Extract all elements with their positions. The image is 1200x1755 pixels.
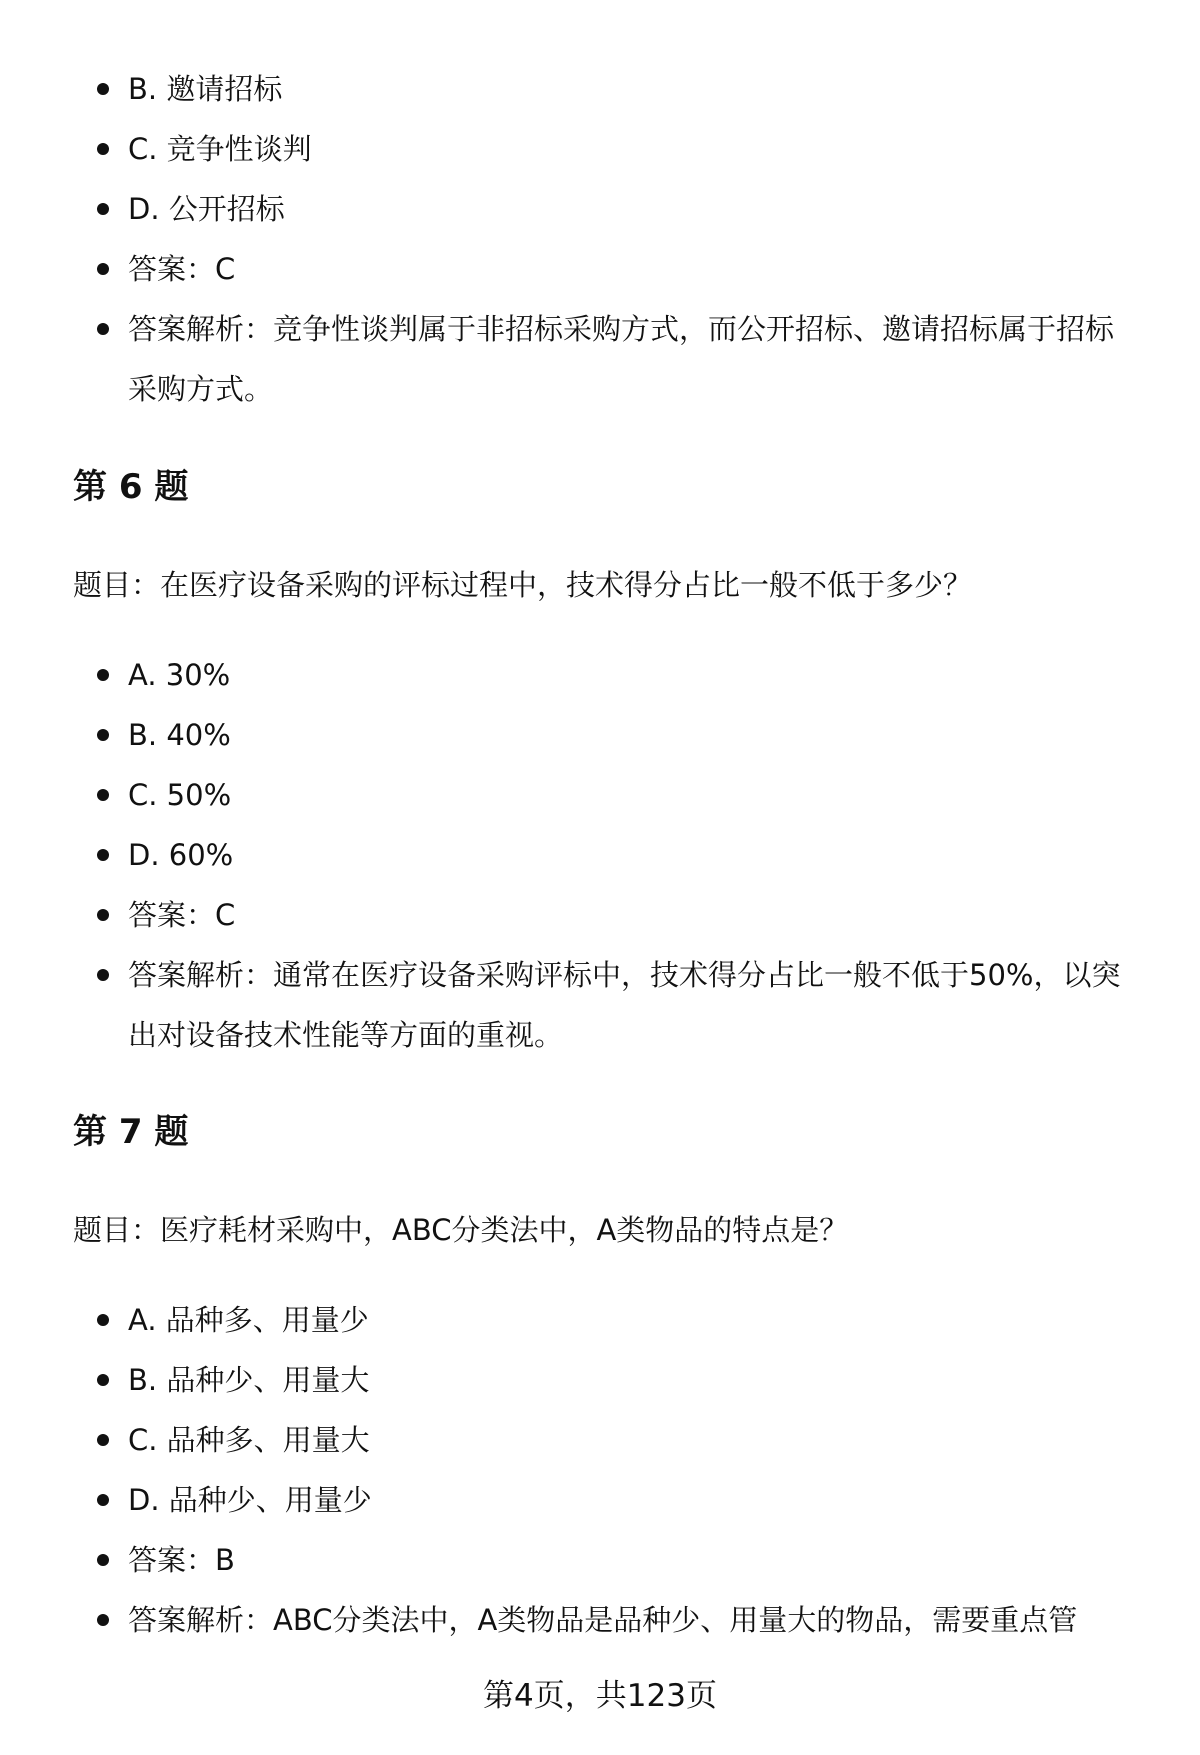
bullet-icon bbox=[97, 143, 109, 155]
bullet-icon bbox=[97, 669, 109, 681]
bullet-icon bbox=[97, 203, 109, 215]
bullet-icon bbox=[97, 83, 109, 95]
bullet-icon bbox=[97, 323, 109, 335]
page-number: 第4页，共123页 bbox=[483, 1678, 717, 1714]
bullet-icon bbox=[97, 729, 109, 741]
answer-explanation: 答案解析：ABC分类法中，A类物品是品种少、用量大的物品，需要重点管 bbox=[0, 1590, 1200, 1650]
question-6-text: 题目：在医疗设备采购的评标过程中，技术得分占比一般不低于多少？ bbox=[73, 568, 973, 602]
q6-option-list bbox=[0, 645, 1200, 1065]
bullet-icon bbox=[97, 969, 109, 981]
option-c: C. 竞争性谈判 bbox=[0, 119, 1200, 179]
q7-option-list bbox=[0, 1290, 1200, 1650]
option-a: A. 30% bbox=[0, 645, 1200, 705]
bullet-icon bbox=[97, 1434, 109, 1446]
option-d: D. 60% bbox=[0, 825, 1200, 885]
question-6-heading: 第 6 题 bbox=[73, 467, 189, 507]
option-c: C. 50% bbox=[0, 765, 1200, 825]
answer-explanation: 答案解析：竞争性谈判属于非招标采购方式，而公开招标、邀请招标属于招标采购方式。 bbox=[0, 299, 1200, 419]
bullet-icon bbox=[97, 1614, 109, 1626]
bullet-icon bbox=[97, 789, 109, 801]
bullet-icon bbox=[97, 1374, 109, 1386]
question-7-heading: 第 7 题 bbox=[73, 1112, 189, 1152]
option-b: B. 邀请招标 bbox=[0, 59, 1200, 119]
option-d: D. 品种少、用量少 bbox=[0, 1470, 1200, 1530]
answer: 答案：B bbox=[0, 1530, 1200, 1590]
option-a: A. 品种多、用量少 bbox=[0, 1290, 1200, 1350]
option-c: C. 品种多、用量大 bbox=[0, 1410, 1200, 1470]
bullet-icon bbox=[97, 909, 109, 921]
answer: 答案：C bbox=[0, 885, 1200, 945]
answer: 答案：C bbox=[0, 239, 1200, 299]
option-b: B. 40% bbox=[0, 705, 1200, 765]
bullet-icon bbox=[97, 1494, 109, 1506]
question-7-text: 题目：医疗耗材采购中，ABC分类法中，A类物品的特点是？ bbox=[73, 1213, 849, 1247]
option-b: B. 品种少、用量大 bbox=[0, 1350, 1200, 1410]
q5-option-list bbox=[0, 59, 1200, 419]
answer-explanation: 答案解析：通常在医疗设备采购评标中，技术得分占比一般不低于50%，以突出对设备技术性能等方面的重视。 bbox=[0, 945, 1200, 1065]
option-d: D. 公开招标 bbox=[0, 179, 1200, 239]
bullet-icon bbox=[97, 263, 109, 275]
bullet-icon bbox=[97, 849, 109, 861]
bullet-icon bbox=[97, 1554, 109, 1566]
bullet-icon bbox=[97, 1314, 109, 1326]
